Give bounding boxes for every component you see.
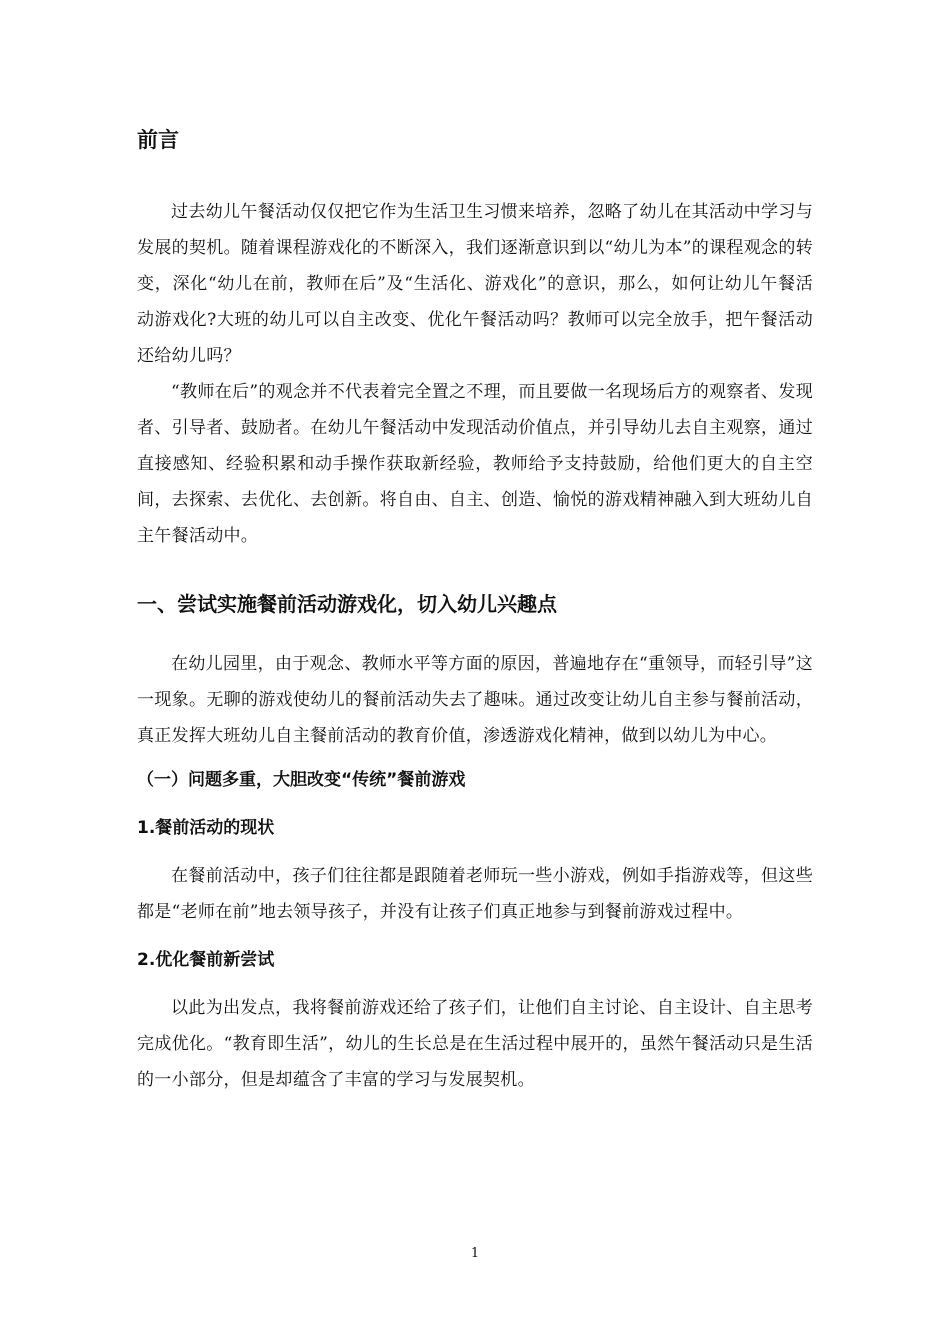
- item-1-title: 1.餐前活动的现状: [137, 818, 275, 838]
- preface-paragraph-1: 过去幼儿午餐活动仅仅把它作为生活卫生习惯来培养，忽略了幼儿在其活动中学习与发展的契机。随着课程游戏化的不断深入，我们逐渐意识到以“幼儿为本”的课程观念的转变，深化“幼儿在前，教师在后”及“生活化、游戏化”的意识，那么，如何让幼儿午餐活动游戏化?大班的幼儿可以自主改变、优化午餐活动吗？教师可以完全放手，把午餐活动还给幼儿吗？: [137, 202, 813, 366]
- preface-paragraph-2: “教师在后”的观念并不代表着完全置之不理，而且要做一名现场后方的观察者、发现者、引导者、鼓励者。在幼儿午餐活动中发现活动价值点，并引导幼儿去自主观察，通过直接感知、经验积累和动手操作获取新经验，教师给予支持鼓励，给他们更大的自主空间，去探索、去优化、去创新。将自由、自主、创造、愉悦的游戏精神融入到大班幼儿自主午餐活动中。: [137, 382, 813, 546]
- spacer: [137, 846, 813, 858]
- section-1-title: 一、尝试实施餐前活动游戏化，切入幼儿兴趣点: [137, 592, 557, 616]
- item-2-paragraph: 以此为出发点，我将餐前游戏还给了孩子们，让他们自主讨论、自主设计、自主思考完成优化。“教育即生活”，幼儿的生长总是在生活过程中展开的，虽然午餐活动只是生活的一小部分，但是却蕴含了丰富的学习与发展契机。: [137, 998, 813, 1090]
- item-2-title: 2.优化餐前新尝试: [137, 950, 275, 970]
- spacer: [137, 754, 813, 762]
- subsection-1-title: （一）问题多重，大胆改变“传统”餐前游戏: [137, 770, 466, 790]
- spacer: [137, 624, 813, 646]
- preface-title: 前言: [137, 128, 179, 152]
- spacer: [137, 554, 813, 584]
- item-1-paragraph: 在餐前活动中，孩子们往往都是跟随着老师玩一些小游戏，例如手指游戏等，但这些都是“老师在前”地去领导孩子，并没有让孩子们真正地参与到餐前游戏过程中。: [137, 866, 813, 922]
- spacer: [137, 798, 813, 810]
- page-content: [137, 120, 813, 1098]
- section-1-paragraph: 在幼儿园里，由于观念、教师水平等方面的原因，普遍地存在“重领导，而轻引导”这一现象。无聊的游戏使幼儿的餐前活动失去了趣味。通过改变让幼儿自主参与餐前活动，真正发挥大班幼儿自主餐前活动的教育价值，渗透游戏化精神，做到以幼儿为中心。: [137, 654, 813, 746]
- spacer: [137, 930, 813, 942]
- page-number: 1: [470, 1246, 480, 1261]
- spacer: [137, 978, 813, 990]
- spacer: [137, 160, 813, 194]
